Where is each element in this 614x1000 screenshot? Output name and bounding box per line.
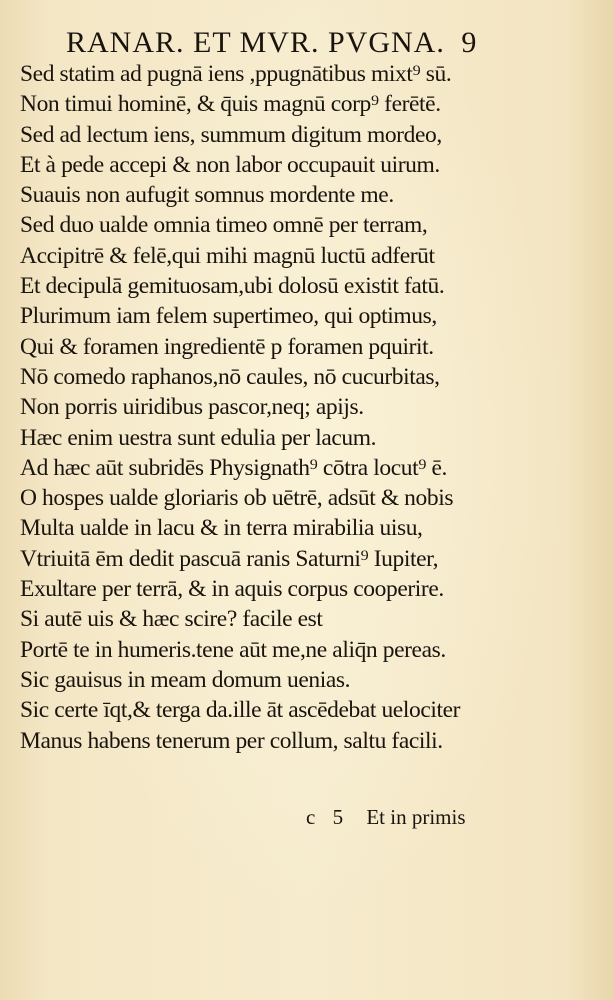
verse-line: Qui & foramen ingredientē p foramen pquirit. — [20, 333, 434, 360]
verse-line: Multa ualde in lacu & in terra mirabilia uisu, — [20, 515, 423, 542]
verse-line: Sed ad lectum iens, summum digitum mordeo, — [20, 121, 442, 148]
verse-line: Accipitrē & felē,qui mihi magnū luctū adferūt — [20, 242, 435, 269]
verse-text-block — [20, 59, 500, 756]
verse-line: Non timui hominē, & q̄uis magnū corp⁹ ferētē. — [20, 91, 441, 118]
verse-line: Et decipulā gemituosam,ubi dolosū existit fatū. — [20, 273, 445, 300]
verse-line: Ad hæc aūt subridēs Physignath⁹ cōtra locut⁹ ē. — [20, 454, 448, 481]
verse-line: Non porris uiridibus pascor,neq; apijs. — [20, 394, 364, 421]
page-footer — [306, 803, 496, 831]
verse-line: Suauis non aufugit somnus mordente me. — [20, 182, 394, 209]
catchword: Et in primis — [366, 805, 466, 829]
signature-mark: c 5 — [306, 805, 350, 829]
verse-line: Nō comedo raphanos,nō caules, nō cucurbitas, — [20, 363, 440, 390]
folio-number: 9 — [461, 26, 478, 59]
verse-line: Et à pede accepi & non labor occupauit uirum. — [20, 151, 440, 178]
verse-line: Manus habens tenerum per collum, saltu facili. — [20, 727, 443, 754]
verse-line: Plurimum iam felem supertimeo, qui optimus, — [20, 303, 437, 330]
verse-line: Sed duo ualde omnia timeo omnē per terram, — [20, 212, 428, 239]
verse-line: Exultare per terrā, & in aquis corpus cooperire. — [20, 576, 444, 603]
verse-line: Si autē uis & hæc scire? facile est — [20, 606, 323, 633]
verse-line: Sed statim ad pugnā iens ,ppugnātibus mixt⁹ sū. — [20, 61, 452, 87]
running-head — [66, 26, 478, 60]
running-head-title: RANAR. ET MVR. PVGNA. — [66, 26, 445, 59]
verse-line: Sic certe īqt,& terga da.ille āt ascēdebat uelociter — [20, 697, 461, 724]
verse-line: O hospes ualde gloriaris ob uētrē, adsūt & nobis — [20, 485, 454, 512]
verse-line: Portē te in humeris.tene aūt me,ne aliq̄n pereas. — [20, 636, 446, 663]
verse-line: Hæc enim uestra sunt edulia per lacum. — [20, 424, 377, 451]
verse-line: Vtriuitā ēm dedit pascuā ranis Saturni⁹ Iupiter, — [20, 545, 439, 572]
verse-line: Sic gauisus in meam domum uenias. — [20, 666, 351, 693]
